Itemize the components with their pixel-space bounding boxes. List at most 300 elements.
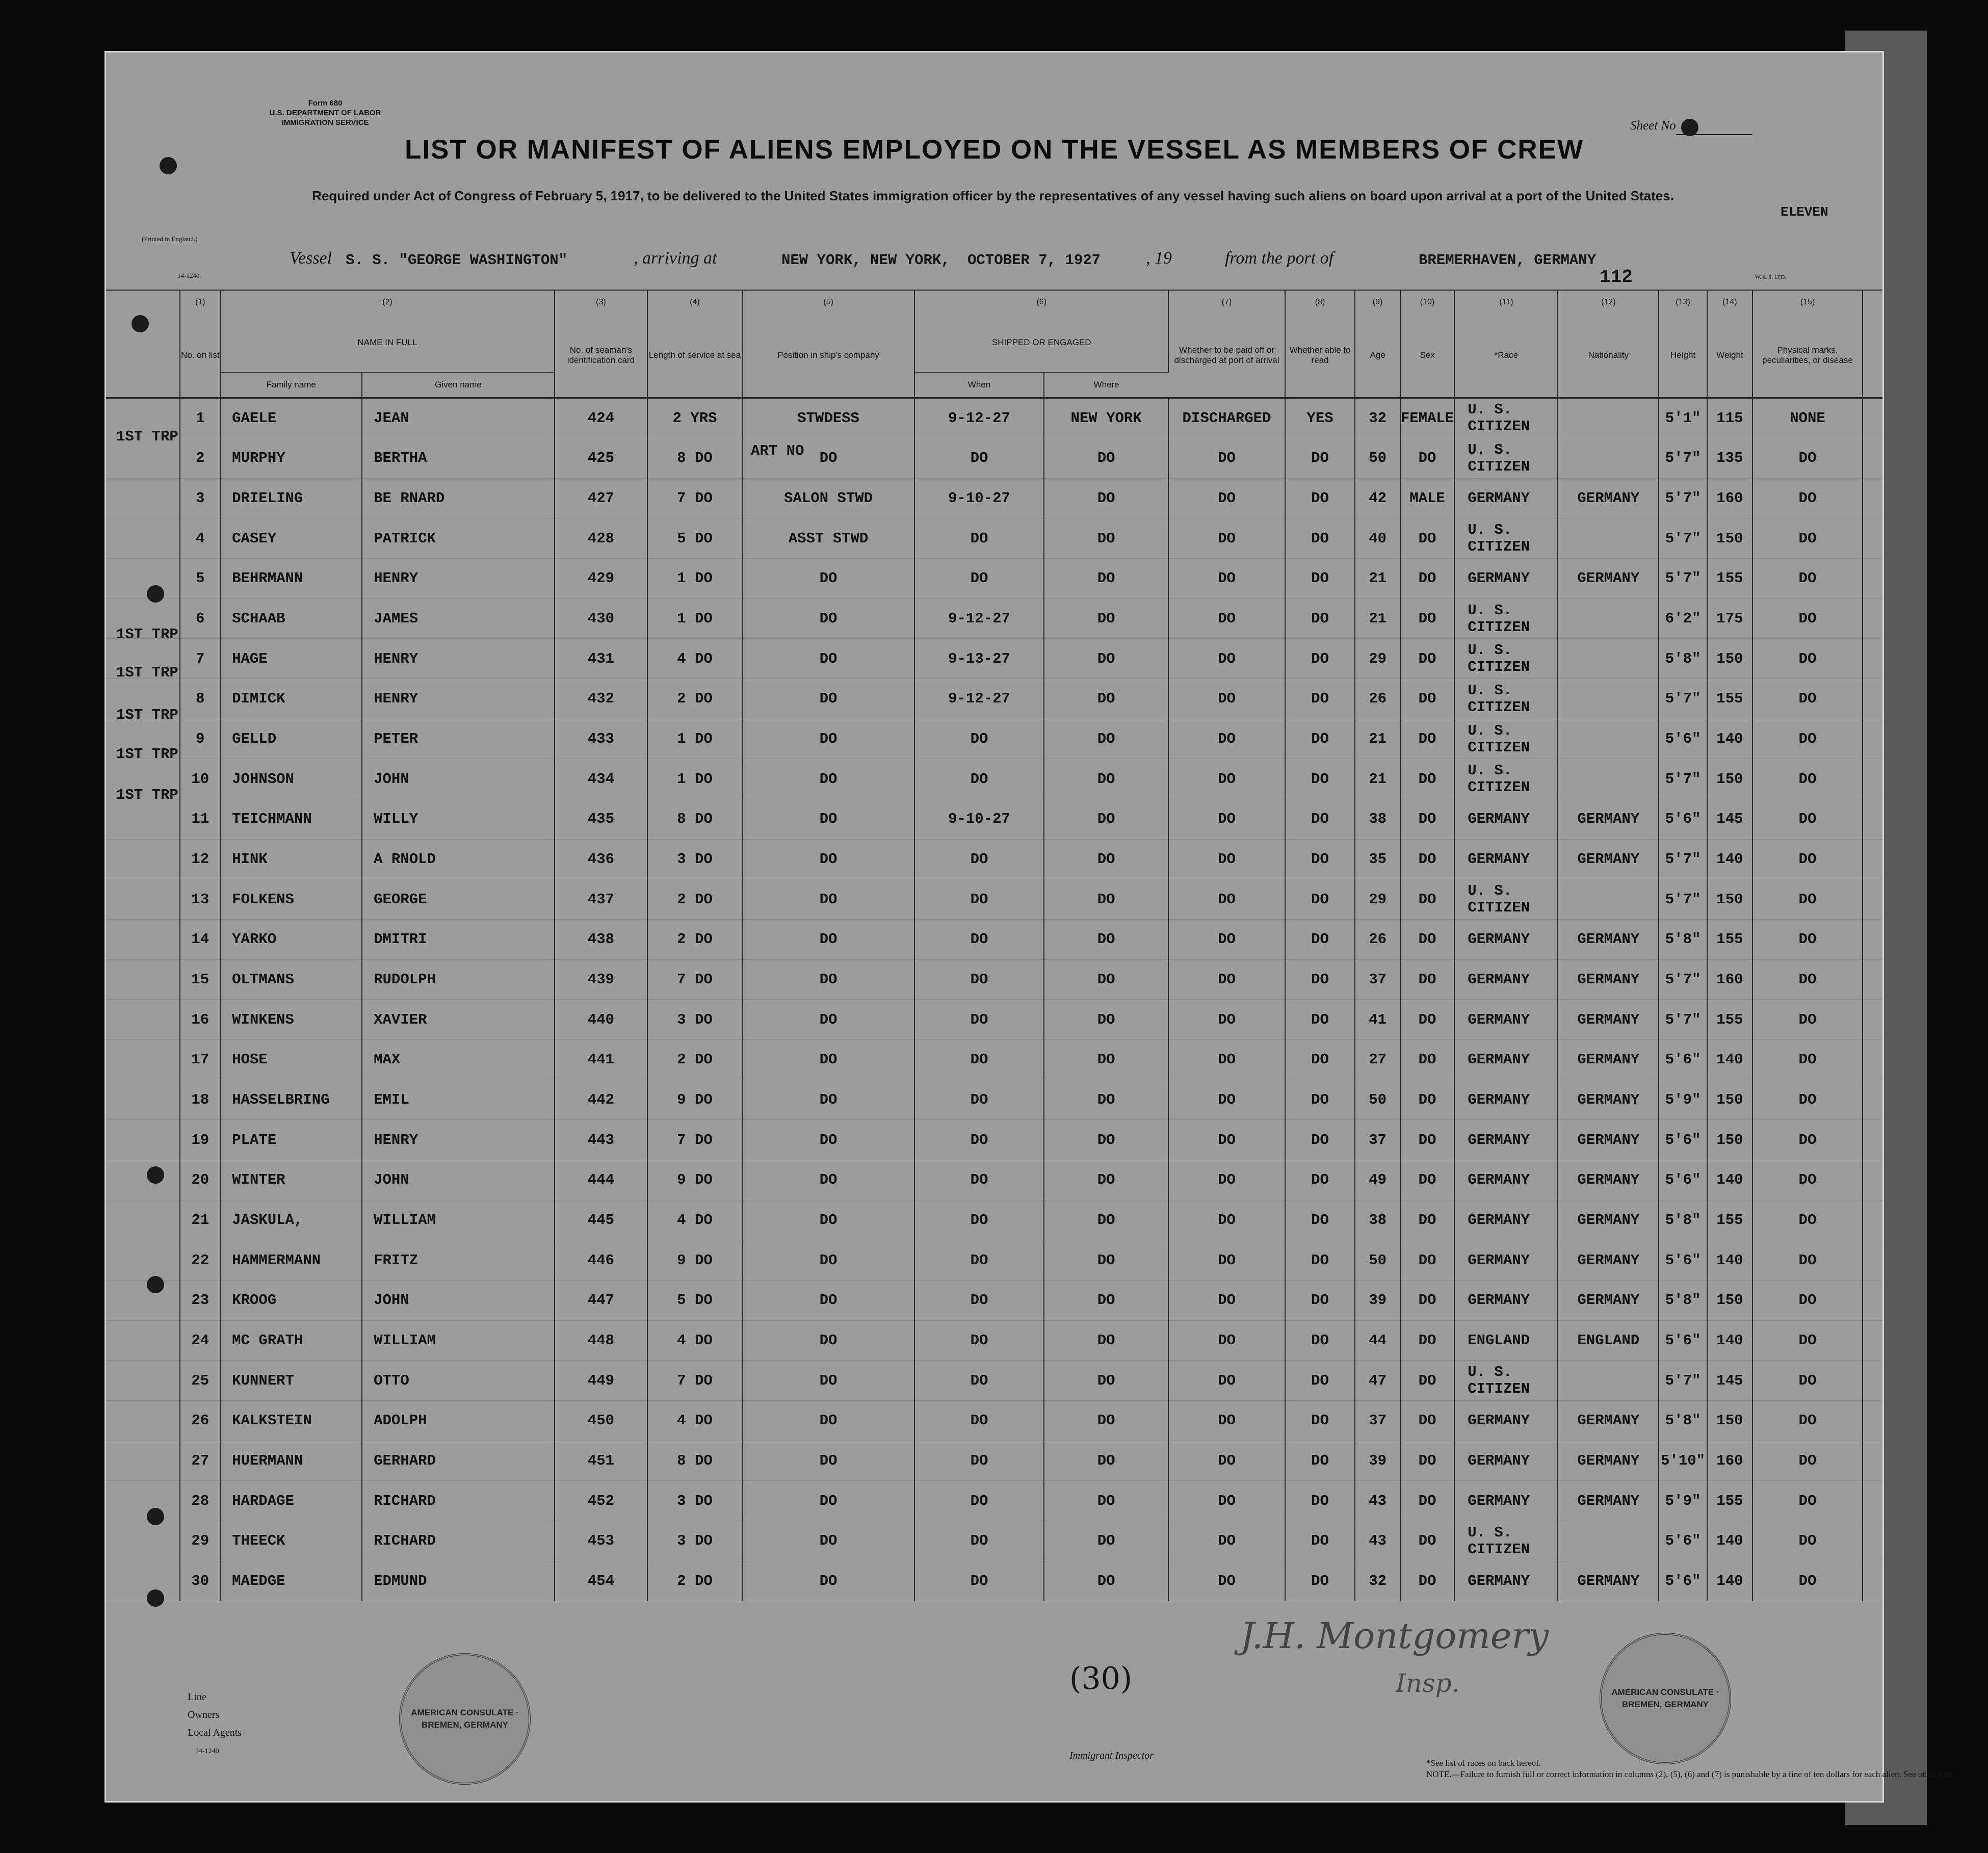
sex-cell: DO xyxy=(1400,759,1454,799)
nationality-cell xyxy=(1558,679,1659,719)
header-read: Whether able to read xyxy=(1285,314,1355,398)
height-cell: 6'2" xyxy=(1659,598,1707,639)
physical-marks-cell: DO xyxy=(1752,1040,1863,1080)
given-name-cell: HENRY xyxy=(362,1120,555,1160)
physical-marks-cell: DO xyxy=(1752,1441,1863,1481)
height-cell: 5'7" xyxy=(1659,1361,1707,1401)
given-name-cell: RICHARD xyxy=(362,1481,555,1521)
header-when: When xyxy=(914,372,1044,398)
shipped-when-cell: 9-10-27 xyxy=(914,799,1044,840)
given-name-cell: PETER xyxy=(362,719,555,759)
row-number-cell: 26 xyxy=(180,1400,220,1441)
length-service-cell: 9 DO xyxy=(647,1160,742,1200)
given-name-cell: A RNOLD xyxy=(362,839,555,879)
table-row xyxy=(106,598,1882,639)
margin-cell xyxy=(1863,959,1882,1000)
length-service-cell: 8 DO xyxy=(647,799,742,840)
position-cell: DO xyxy=(742,759,914,799)
shipped-when-cell: DO xyxy=(914,1441,1044,1481)
able-to-read-cell: DO xyxy=(1285,1080,1355,1120)
margin-cell xyxy=(1863,1280,1882,1320)
height-cell: 5'7" xyxy=(1659,759,1707,799)
paid-off-cell: DO xyxy=(1168,639,1285,679)
note-races: *See list of races on back hereof. xyxy=(1426,1758,1541,1768)
height-cell: 5'6" xyxy=(1659,1521,1707,1561)
physical-marks-cell: DO xyxy=(1752,1080,1863,1120)
id-card-cell: 446 xyxy=(555,1240,647,1281)
given-name-cell: RUDOLPH xyxy=(362,959,555,1000)
row-number-cell: 13 xyxy=(180,879,220,920)
sex-cell: DO xyxy=(1400,1280,1454,1320)
row-number-cell: 6 xyxy=(180,598,220,639)
age-cell: 32 xyxy=(1355,398,1400,438)
race-cell: GERMANY xyxy=(1454,799,1558,840)
length-service-cell: 4 DO xyxy=(647,1320,742,1361)
length-service-cell: 2 DO xyxy=(647,679,742,719)
age-cell: 29 xyxy=(1355,639,1400,679)
margin-cell xyxy=(106,518,180,559)
table-row xyxy=(106,959,1882,1000)
shipped-when-cell: DO xyxy=(914,1080,1044,1120)
able-to-read-cell: DO xyxy=(1285,1441,1355,1481)
printer-mark: W. & S. LTD. xyxy=(1755,274,1786,280)
race-cell: GERMANY xyxy=(1454,1240,1558,1281)
shipped-where-cell: DO xyxy=(1044,1561,1169,1601)
paid-off-cell: DO xyxy=(1168,1160,1285,1200)
shipped-where-cell: DO xyxy=(1044,438,1169,479)
page-number: 112 xyxy=(1600,267,1633,288)
weight-cell: 155 xyxy=(1707,1481,1752,1521)
nationality-cell: GERMANY xyxy=(1558,839,1659,879)
paid-off-cell: DO xyxy=(1168,559,1285,599)
height-cell: 5'7" xyxy=(1659,879,1707,920)
given-name-cell: EMIL xyxy=(362,1080,555,1120)
paid-off-cell: DO xyxy=(1168,478,1285,518)
position-cell: STWDESS xyxy=(742,398,914,438)
vessel-label: Vessel xyxy=(290,249,332,268)
table-row xyxy=(106,438,1882,479)
family-name-cell: HAMMERMANN xyxy=(220,1240,362,1281)
id-card-cell: 430 xyxy=(555,598,647,639)
weight-cell: 140 xyxy=(1707,1521,1752,1561)
race-cell: U. S. CITIZEN xyxy=(1454,639,1558,679)
column-header-row xyxy=(106,314,1882,372)
position-cell: DO xyxy=(742,839,914,879)
given-name-cell: XAVIER xyxy=(362,1000,555,1040)
shipped-where-cell: DO xyxy=(1044,1000,1169,1040)
height-cell: 5'6" xyxy=(1659,799,1707,840)
able-to-read-cell: DO xyxy=(1285,1160,1355,1200)
given-name-cell: FRITZ xyxy=(362,1240,555,1281)
header-weight: Weight xyxy=(1707,314,1752,398)
paid-off-cell: DO xyxy=(1168,1240,1285,1281)
able-to-read-cell: DO xyxy=(1285,1280,1355,1320)
age-cell: 50 xyxy=(1355,1240,1400,1281)
length-service-cell: 5 DO xyxy=(647,518,742,559)
shipped-when-cell: DO xyxy=(914,759,1044,799)
id-card-cell: 436 xyxy=(555,839,647,879)
position-cell: SALON STWD xyxy=(742,478,914,518)
row-number-cell: 28 xyxy=(180,1481,220,1521)
given-name-cell: ADOLPH xyxy=(362,1400,555,1441)
given-name-cell: JOHN xyxy=(362,759,555,799)
paid-off-cell: DO xyxy=(1168,1481,1285,1521)
shipped-when-cell: DO xyxy=(914,1521,1044,1561)
height-cell: 5'7" xyxy=(1659,1000,1707,1040)
age-cell: 47 xyxy=(1355,1361,1400,1401)
length-service-cell: 2 DO xyxy=(647,1561,742,1601)
nationality-cell: GERMANY xyxy=(1558,478,1659,518)
shipped-when-cell: DO xyxy=(914,1400,1044,1441)
row-number-cell: 14 xyxy=(180,920,220,960)
id-card-cell: 445 xyxy=(555,1200,647,1240)
able-to-read-cell: DO xyxy=(1285,1040,1355,1080)
able-to-read-cell: DO xyxy=(1285,920,1355,960)
printed-in: (Printed in England.) xyxy=(142,235,198,243)
arriving-label: , arriving at xyxy=(634,249,717,268)
family-name-cell: GAELE xyxy=(220,398,362,438)
manifest-sheet xyxy=(104,51,1954,1803)
length-service-cell: 2 YRS xyxy=(647,398,742,438)
paid-off-cell: DO xyxy=(1168,1320,1285,1361)
given-name-cell: HENRY xyxy=(362,639,555,679)
length-service-cell: 3 DO xyxy=(647,1521,742,1561)
weight-cell: 160 xyxy=(1707,478,1752,518)
age-cell: 37 xyxy=(1355,959,1400,1000)
age-cell: 41 xyxy=(1355,1000,1400,1040)
id-card-cell: 432 xyxy=(555,679,647,719)
margin-cell xyxy=(1863,679,1882,719)
header-name-in-full: NAME IN FULL xyxy=(220,314,555,372)
id-card-cell: 433 xyxy=(555,719,647,759)
height-cell: 5'7" xyxy=(1659,679,1707,719)
able-to-read-cell: DO xyxy=(1285,1361,1355,1401)
shipped-where-cell: DO xyxy=(1044,920,1169,960)
length-service-cell: 4 DO xyxy=(647,639,742,679)
form-service: IMMIGRATION SERVICE xyxy=(281,118,369,127)
id-card-cell: 438 xyxy=(555,920,647,960)
row-number-cell: 27 xyxy=(180,1441,220,1481)
family-name-cell: WINTER xyxy=(220,1160,362,1200)
length-service-cell: 2 DO xyxy=(647,920,742,960)
shipped-when-cell: DO xyxy=(914,719,1044,759)
nationality-cell xyxy=(1558,598,1659,639)
position-cell: DO xyxy=(742,1361,914,1401)
height-cell: 5'6" xyxy=(1659,1240,1707,1281)
margin-cell xyxy=(1863,639,1882,679)
physical-marks-cell: DO xyxy=(1752,1200,1863,1240)
column-number-row xyxy=(106,290,1882,314)
able-to-read-cell: DO xyxy=(1285,959,1355,1000)
shipped-when-cell: DO xyxy=(914,839,1044,879)
sex-cell: DO xyxy=(1400,1481,1454,1521)
able-to-read-cell: DO xyxy=(1285,1481,1355,1521)
trip-note: 1ST TRP xyxy=(116,428,178,445)
trip-note: 1ST TRP xyxy=(116,787,178,803)
footer-owners: Owners xyxy=(188,1709,220,1720)
paid-off-cell: DO xyxy=(1168,518,1285,559)
family-name-cell: BEHRMANN xyxy=(220,559,362,599)
shipped-where-cell: DO xyxy=(1044,1400,1169,1441)
height-cell: 5'7" xyxy=(1659,559,1707,599)
footer-form-code: 14-1240. xyxy=(195,1747,221,1755)
shipped-when-cell: DO xyxy=(914,1481,1044,1521)
family-name-cell: PLATE xyxy=(220,1120,362,1160)
nationality-cell xyxy=(1558,398,1659,438)
nationality-cell: GERMANY xyxy=(1558,1080,1659,1120)
sheet-no-label: Sheet No xyxy=(1630,119,1676,133)
length-service-cell: 1 DO xyxy=(647,719,742,759)
given-name-cell: HENRY xyxy=(362,679,555,719)
able-to-read-cell: DO xyxy=(1285,1320,1355,1361)
physical-marks-cell: DO xyxy=(1752,920,1863,960)
able-to-read-cell: DO xyxy=(1285,1400,1355,1441)
col-number: (1) xyxy=(180,290,220,314)
shipped-when-cell: DO xyxy=(914,1200,1044,1240)
race-cell: GERMANY xyxy=(1454,559,1558,599)
position-cell: DO xyxy=(742,559,914,599)
position-cell: DO xyxy=(742,1040,914,1080)
able-to-read-cell: DO xyxy=(1285,799,1355,840)
able-to-read-cell: DO xyxy=(1285,759,1355,799)
footer-line: Line xyxy=(188,1691,206,1703)
shipped-when-cell: DO xyxy=(914,920,1044,960)
inspector-signature: J.H. Montgomery xyxy=(1240,1615,1549,1657)
able-to-read-cell: DO xyxy=(1285,1240,1355,1281)
age-cell: 21 xyxy=(1355,759,1400,799)
paid-off-cell: DO xyxy=(1168,959,1285,1000)
family-name-cell: SCHAAB xyxy=(220,598,362,639)
header-position: Position in ship's company xyxy=(742,314,914,398)
given-name-cell: OTTO xyxy=(362,1361,555,1401)
given-name-cell: JAMES xyxy=(362,598,555,639)
margin-cell xyxy=(1863,839,1882,879)
sex-cell: DO xyxy=(1400,438,1454,479)
nationality-cell: GERMANY xyxy=(1558,1120,1659,1160)
nationality-cell: GERMANY xyxy=(1558,559,1659,599)
physical-marks-cell: DO xyxy=(1752,639,1863,679)
col-number: (12) xyxy=(1558,290,1659,314)
age-cell: 27 xyxy=(1355,1040,1400,1080)
weight-cell: 150 xyxy=(1707,1280,1752,1320)
race-cell: GERMANY xyxy=(1454,1080,1558,1120)
col-number: (14) xyxy=(1707,290,1752,314)
family-name-cell: MURPHY xyxy=(220,438,362,479)
paid-off-cell: DO xyxy=(1168,1561,1285,1601)
race-cell: U. S. CITIZEN xyxy=(1454,438,1558,479)
shipped-where-cell: DO xyxy=(1044,1080,1169,1120)
trip-note: 1ST TRP xyxy=(116,707,178,723)
shipped-when-cell: DO xyxy=(914,1561,1044,1601)
family-name-cell: THEECK xyxy=(220,1521,362,1561)
length-service-cell: 5 DO xyxy=(647,1280,742,1320)
table-row xyxy=(106,478,1882,518)
age-cell: 39 xyxy=(1355,1441,1400,1481)
nationality-cell: GERMANY xyxy=(1558,1160,1659,1200)
row-number-cell: 5 xyxy=(180,559,220,599)
family-name-cell: WINKENS xyxy=(220,1000,362,1040)
margin-cell xyxy=(106,1120,180,1160)
shipped-where-cell: DO xyxy=(1044,1120,1169,1160)
id-card-cell: 425 xyxy=(555,438,647,479)
physical-marks-cell: DO xyxy=(1752,1320,1863,1361)
table-row xyxy=(106,1521,1882,1561)
paid-off-cell: DO xyxy=(1168,759,1285,799)
able-to-read-cell: YES xyxy=(1285,398,1355,438)
shipped-when-cell: DO xyxy=(914,1040,1044,1080)
length-service-cell: 7 DO xyxy=(647,1361,742,1401)
sex-cell: DO xyxy=(1400,799,1454,840)
punch-hole xyxy=(147,1276,164,1293)
paid-off-cell: DISCHARGED xyxy=(1168,398,1285,438)
position-cell: DO xyxy=(742,1120,914,1160)
shipped-where-cell: DO xyxy=(1044,719,1169,759)
nationality-cell: GERMANY xyxy=(1558,1040,1659,1080)
age-cell: 43 xyxy=(1355,1481,1400,1521)
given-name-cell: BERTHA xyxy=(362,438,555,479)
header-where: Where xyxy=(1044,372,1169,398)
physical-marks-cell: DO xyxy=(1752,559,1863,599)
shipped-when-cell: DO xyxy=(914,559,1044,599)
inspector-label: Immigrant Inspector xyxy=(1069,1750,1154,1761)
row-number-cell: 1 xyxy=(180,398,220,438)
seal-text: AMERICAN CONSULATE · BREMEN, GERMANY xyxy=(1611,1687,1719,1709)
physical-marks-cell: DO xyxy=(1752,1280,1863,1320)
margin-cell xyxy=(1863,799,1882,840)
arrival-port: NEW YORK, NEW YORK, xyxy=(781,252,950,269)
table-row xyxy=(106,759,1882,799)
race-cell: GERMANY xyxy=(1454,959,1558,1000)
punch-hole xyxy=(147,585,164,603)
paid-off-cell: DO xyxy=(1168,1000,1285,1040)
nationality-cell: GERMANY xyxy=(1558,1561,1659,1601)
punch-hole xyxy=(160,157,177,174)
margin-cell xyxy=(1863,1521,1882,1561)
position-cell: DO xyxy=(742,920,914,960)
family-name-cell: KUNNERT xyxy=(220,1361,362,1401)
margin-cell xyxy=(106,1240,180,1281)
margin-cell xyxy=(1863,1481,1882,1521)
age-cell: 50 xyxy=(1355,1080,1400,1120)
col-number: (4) xyxy=(647,290,742,314)
shipped-when-cell: 9-12-27 xyxy=(914,679,1044,719)
race-cell: U. S. CITIZEN xyxy=(1454,759,1558,799)
sex-cell: DO xyxy=(1400,1361,1454,1401)
weight-cell: 150 xyxy=(1707,879,1752,920)
sex-cell: DO xyxy=(1400,1160,1454,1200)
race-cell: GERMANY xyxy=(1454,1040,1558,1080)
length-service-cell: 3 DO xyxy=(647,1000,742,1040)
trip-note: 1ST TRP xyxy=(116,626,178,643)
nationality-cell: GERMANY xyxy=(1558,1441,1659,1481)
physical-marks-cell: DO xyxy=(1752,438,1863,479)
margin-cell xyxy=(106,1481,180,1521)
margin-cell xyxy=(1863,1120,1882,1160)
sex-cell: DO xyxy=(1400,1200,1454,1240)
physical-marks-cell: NONE xyxy=(1752,398,1863,438)
length-service-cell: 1 DO xyxy=(647,759,742,799)
row-number-cell: 23 xyxy=(180,1280,220,1320)
id-card-cell: 441 xyxy=(555,1040,647,1080)
given-name-cell: WILLY xyxy=(362,799,555,840)
position-cell: DO xyxy=(742,1240,914,1281)
margin-cell xyxy=(1863,559,1882,599)
sex-cell: DO xyxy=(1400,518,1454,559)
given-name-cell: RICHARD xyxy=(362,1521,555,1561)
shipped-where-cell: DO xyxy=(1044,1481,1169,1521)
height-cell: 5'6" xyxy=(1659,1561,1707,1601)
height-cell: 5'6" xyxy=(1659,1120,1707,1160)
position-cell: DO xyxy=(742,719,914,759)
table-row xyxy=(106,1320,1882,1361)
margin-cell xyxy=(1863,1561,1882,1601)
physical-marks-cell: DO xyxy=(1752,1240,1863,1281)
header-physical: Physical marks, peculiarities, or disease xyxy=(1752,314,1863,398)
margin-cell xyxy=(106,1361,180,1401)
able-to-read-cell: DO xyxy=(1285,438,1355,479)
id-card-cell: 447 xyxy=(555,1280,647,1320)
given-name-cell: JOHN xyxy=(362,1160,555,1200)
weight-cell: 155 xyxy=(1707,920,1752,960)
able-to-read-cell: DO xyxy=(1285,719,1355,759)
age-cell: 40 xyxy=(1355,518,1400,559)
punch-hole xyxy=(132,315,149,332)
physical-marks-cell: DO xyxy=(1752,1481,1863,1521)
table-row xyxy=(106,879,1882,920)
age-cell: 43 xyxy=(1355,1521,1400,1561)
margin-cell xyxy=(106,1400,180,1441)
race-cell: GERMANY xyxy=(1454,1000,1558,1040)
given-name-cell: WILLIAM xyxy=(362,1200,555,1240)
length-service-cell: 9 DO xyxy=(647,1240,742,1281)
race-cell: GERMANY xyxy=(1454,1200,1558,1240)
sex-cell: DO xyxy=(1400,1040,1454,1080)
length-service-cell: 7 DO xyxy=(647,1120,742,1160)
shipped-where-cell: DO xyxy=(1044,1160,1169,1200)
family-name-cell: KALKSTEIN xyxy=(220,1400,362,1441)
margin-cell xyxy=(106,1441,180,1481)
age-cell: 38 xyxy=(1355,1200,1400,1240)
sex-cell: DO xyxy=(1400,1400,1454,1441)
trip-note: 1ST TRP xyxy=(116,746,178,763)
sex-cell: DO xyxy=(1400,1561,1454,1601)
physical-marks-cell: DO xyxy=(1752,679,1863,719)
margin-cell xyxy=(106,1080,180,1120)
age-cell: 26 xyxy=(1355,679,1400,719)
id-card-cell: 453 xyxy=(555,1521,647,1561)
col-number: (5) xyxy=(742,290,914,314)
col-number: (13) xyxy=(1659,290,1707,314)
margin-cell xyxy=(106,559,180,599)
form-header xyxy=(223,98,427,127)
table-row xyxy=(106,1481,1882,1521)
table-row xyxy=(106,1561,1882,1601)
id-card-cell: 451 xyxy=(555,1441,647,1481)
table-row xyxy=(106,639,1882,679)
position-cell: DO xyxy=(742,1320,914,1361)
page-subtitle: Required under Act of Congress of February 5, 1917, to be delivered to the United States immigration officer by the representatives of any vessel having such aliens on board upon arrival at a port of the United States. xyxy=(312,188,1674,203)
nationality-cell xyxy=(1558,879,1659,920)
able-to-read-cell: DO xyxy=(1285,879,1355,920)
punch-hole xyxy=(147,1508,164,1525)
nationality-cell: GERMANY xyxy=(1558,799,1659,840)
page-title: LIST OR MANIFEST OF ALIENS EMPLOYED ON THE VESSEL AS MEMBERS OF CREW xyxy=(404,135,1584,165)
family-name-cell: JOHNSON xyxy=(220,759,362,799)
margin-cell xyxy=(106,959,180,1000)
race-cell: GERMANY xyxy=(1454,1441,1558,1481)
consulate-seal xyxy=(399,1653,531,1785)
nationality-cell xyxy=(1558,639,1659,679)
